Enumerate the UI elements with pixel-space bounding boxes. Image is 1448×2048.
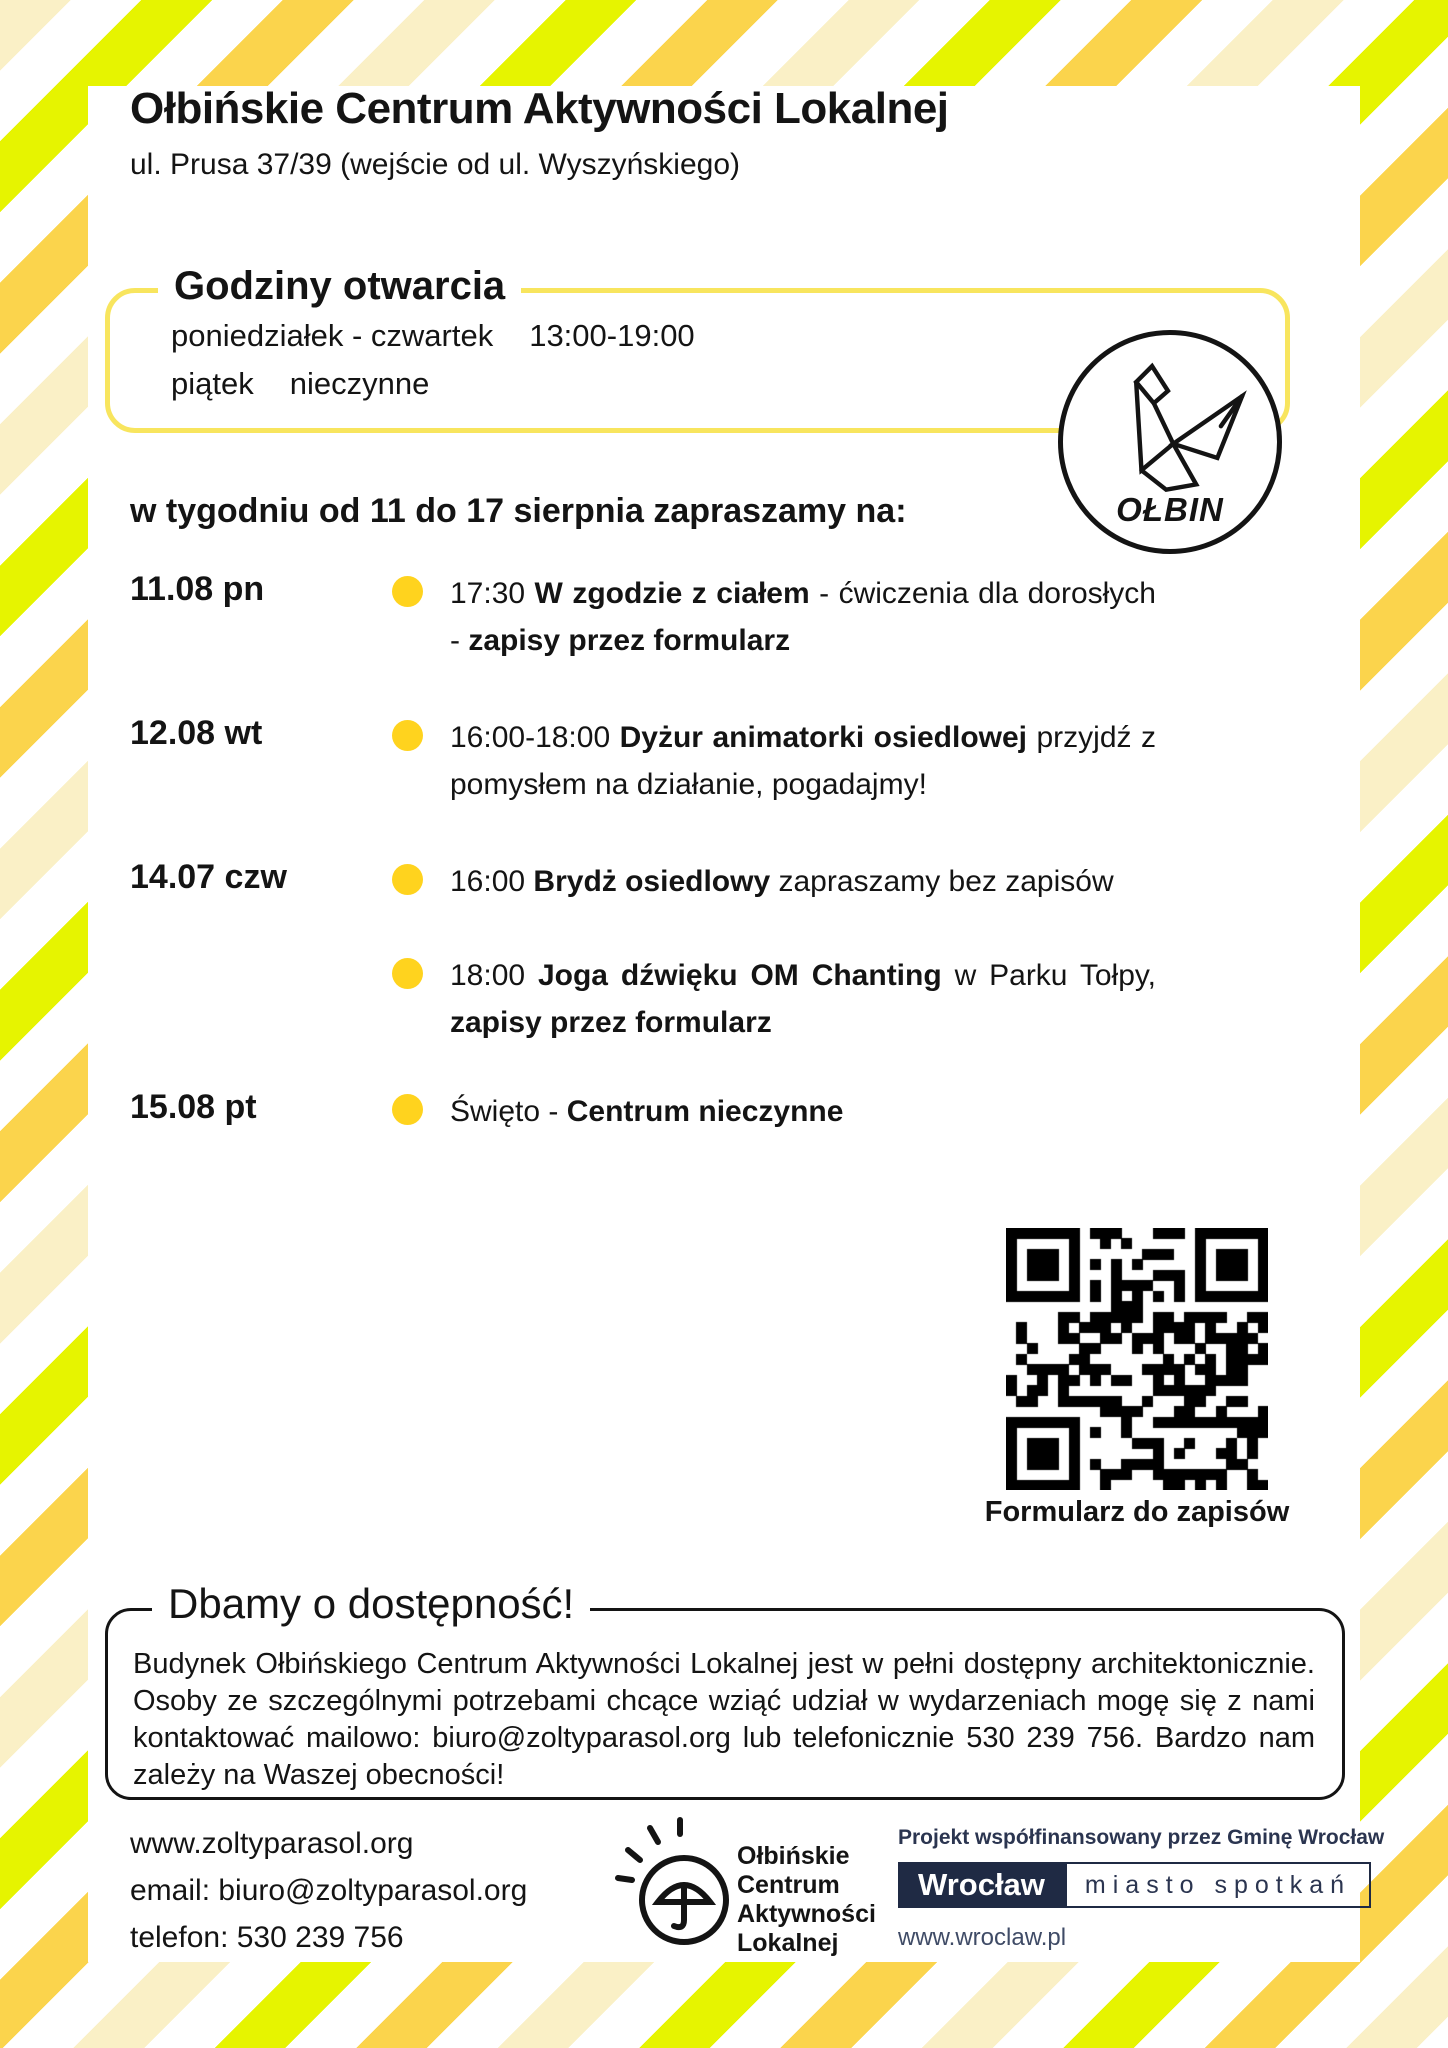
wroclaw-logo bbox=[898, 1862, 1371, 1908]
wroclaw-site: www.wroclaw.pl bbox=[898, 1924, 1067, 1951]
hours-row bbox=[171, 312, 1071, 360]
schedule-text-bold: Joga dźwięku OM Chanting bbox=[537, 959, 942, 992]
schedule-text-bold: W zgodzie z ciałem bbox=[534, 577, 810, 610]
ocal-logo-text bbox=[737, 1842, 876, 1958]
schedule-date: 15.08 pt bbox=[130, 1088, 257, 1126]
hours-row bbox=[171, 360, 1071, 408]
ocal-logo-line: Aktywności bbox=[737, 1900, 876, 1928]
qr-code bbox=[1006, 1228, 1268, 1490]
qr-caption: Formularz do zapisów bbox=[984, 1496, 1290, 1528]
ocal-logo-line: Ołbińskie bbox=[737, 1842, 850, 1870]
schedule-text bbox=[450, 570, 1156, 664]
bullet-dot-icon bbox=[392, 958, 423, 989]
umbrella-logo bbox=[606, 1812, 756, 1967]
ocal-logo-line: Lokalnej bbox=[737, 1929, 839, 1957]
week-intro: w tygodniu od 11 do 17 sierpnia zapraszamy na: bbox=[130, 492, 907, 530]
funding-note: Projekt współfinansowany przez Gminę Wrocław bbox=[898, 1826, 1385, 1849]
schedule-date: 12.08 wt bbox=[130, 714, 263, 752]
wroclaw-logo-primary: Wrocław bbox=[898, 1862, 1065, 1908]
address-line: ul. Prusa 37/39 (wejście od ul. Wyszyńskiego) bbox=[130, 148, 740, 181]
bullet-dot-icon bbox=[392, 720, 423, 751]
wroclaw-logo-secondary: miasto spotkań bbox=[1065, 1862, 1371, 1908]
contact-line: email: biuro@zoltyparasol.org bbox=[130, 1874, 528, 1907]
schedule-date: 11.08 pn bbox=[130, 570, 265, 608]
page-title: Ołbińskie Centrum Aktywności Lokalnej bbox=[130, 84, 949, 133]
contact-block bbox=[130, 1820, 527, 1961]
olbin-badge-label: OŁBIN bbox=[1116, 491, 1224, 528]
schedule-text bbox=[450, 858, 1156, 905]
bullet-dot-icon bbox=[392, 576, 423, 607]
hours-value: nieczynne bbox=[289, 366, 430, 401]
schedule-text-bold: zapisy przez formularz bbox=[450, 1006, 772, 1039]
hours-value: 13:00-19:00 bbox=[529, 318, 695, 353]
schedule-text-normal: zapraszamy bez zapisów bbox=[770, 865, 1114, 898]
schedule-text-normal: 16:00-18:00 bbox=[450, 721, 620, 754]
contact-line: telefon: 530 239 756 bbox=[130, 1921, 404, 1954]
schedule-text-normal: 18:00 bbox=[450, 959, 538, 992]
accessibility-legend: Dbamy o dostępność! bbox=[152, 1580, 590, 1628]
bullet-dot-icon bbox=[392, 1094, 423, 1125]
bullet-dot-icon bbox=[392, 864, 423, 895]
umbrella-icon bbox=[606, 1812, 756, 1962]
schedule-text bbox=[450, 952, 1156, 1046]
hours-day: piątek bbox=[171, 366, 254, 401]
schedule-text-bold: Centrum nieczynne bbox=[566, 1095, 844, 1128]
contact-line: www.zoltyparasol.org bbox=[130, 1827, 414, 1860]
opening-hours-legend: Godziny otwarcia bbox=[158, 264, 521, 309]
olbin-badge bbox=[1058, 330, 1282, 554]
ocal-logo-line: Centrum bbox=[737, 1871, 840, 1899]
schedule-text-normal: Święto - bbox=[450, 1095, 567, 1128]
schedule-text-normal: 17:30 bbox=[450, 577, 535, 610]
schedule-text-normal: - ćwiczenia dla dorosłych - bbox=[450, 577, 1156, 657]
schedule-text-bold: zapisy przez formularz bbox=[468, 624, 791, 657]
schedule-date: 14.07 czw bbox=[130, 858, 287, 896]
accessibility-text: Budynek Ołbińskiego Centrum Aktywności Lokalnej jest w pełni dostępny architektonicznie. Osoby ze szczególnymi potrzebami chcące wziąć udział w wydarzeniach mogę się z nami kontaktować mailowo: biuro@zoltyparasol.org lub telefonicznie 530 239 756. Bardzo nam zależy na Waszej obecności! bbox=[133, 1648, 1315, 1791]
schedule-text-normal: przyjdź z pomysłem na działanie, pogadajmy! bbox=[450, 721, 1156, 801]
schedule-text-normal: 16:00 bbox=[450, 865, 534, 898]
schedule-text bbox=[450, 1088, 1156, 1135]
schedule-text-normal: w Parku Tołpy, bbox=[941, 959, 1156, 992]
schedule-text-bold: Dyżur animatorki osiedlowej bbox=[619, 721, 1028, 754]
opening-hours-rows bbox=[171, 312, 1071, 408]
schedule-text-bold: Brydż osiedlowy bbox=[533, 865, 771, 898]
schedule-text bbox=[450, 714, 1156, 808]
hours-day: poniedziałek - czwartek bbox=[171, 318, 494, 353]
origami-swan-icon bbox=[1085, 345, 1265, 495]
